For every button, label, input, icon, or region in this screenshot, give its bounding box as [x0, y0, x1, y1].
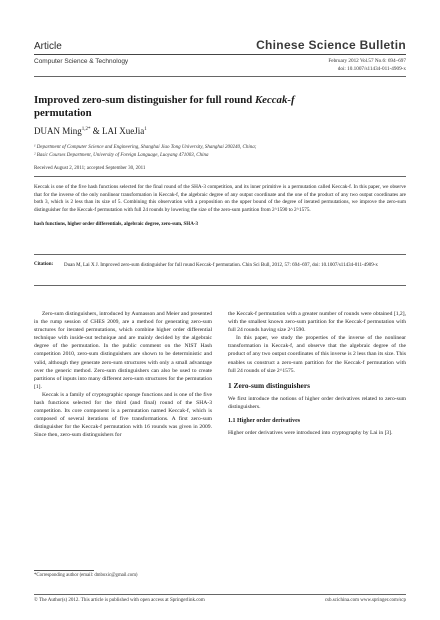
paper-title: Improved zero-sum distinguisher for full round Keccak-f permutation — [34, 94, 295, 119]
authors: DUAN Ming$^{1,2*}$ & LAI XueJia$^1$ — [34, 126, 147, 136]
body-paragraph: We first introduce the notions of higher order derivatives related to zero-sum distinguishers. — [228, 395, 406, 410]
footnote-rule — [34, 570, 94, 571]
body-paragraph: the Keccak-f permutation with a greater number of rounds were obtained [1,2], with the smallest known zero-sum partition for the Keccak-f permutation with full 24 rounds having size 2^1590. — [228, 311, 406, 334]
meta-rule — [34, 76, 406, 77]
issue-line: February 2012 Vol.57 No.6: 694–697 — [328, 58, 406, 64]
body-column-right — [228, 310, 406, 437]
body-column-left — [34, 310, 212, 440]
affiliation-1: ¹ Department of Computer Science and Engineering, Shanghai Jiao Tong University, Shanghai 200240, China; — [34, 145, 257, 150]
affiliations — [34, 144, 406, 159]
header-rule — [34, 54, 406, 55]
citation-text: Duan M, Lai X J. Improved zero-sum distinguisher for full round Keccak-f permutation. Chin Sci Bull, 2012, 57: 694–697, doi: 10.1007/s11434-011-4909-x — [64, 263, 378, 268]
affiliation-2: ² Basic Courses Department, University of Foreign Language, Luoyang 471003, China — [34, 152, 209, 158]
keywords: hash functions, higher order differentials, algebraic degree, zero-sum, SHA-3 — [34, 222, 198, 227]
category-label: Computer Science & Technology — [34, 58, 129, 65]
footer-copyright: © The Author(s) 2012. This article is published with open access at Springerlink.com — [34, 598, 205, 603]
citation-top-rule — [34, 254, 406, 255]
subsection-heading: 1.1 Higher order derivatives — [228, 418, 301, 425]
citation-bottom-rule — [34, 285, 406, 286]
abstract: Keccak is one of the five hash functions selected for the final round of the SHA-3 competition, and its inner primitive is a permutation called Keccak-f. In this paper, we observe that for the inverse of the only nonlinear transformation in Keccak-f, the algebraic degree of any output coordinate and the one of the product of any two output coordinates are both 3, which is 2 less than its size of 5. Combining this observation with a proposition on the upper bound of the degree of iterated permutations, we improve the zero-sum distinguisher for the Keccak-f permutation with full 24 rounds by lowering the size of the zero-sum partition from 2^1590 to 2^1575. — [34, 184, 406, 213]
footer-rule — [34, 594, 406, 595]
issue-meta — [328, 58, 406, 73]
footnote: *Corresponding author (email: dmboxic@gmail.com) — [34, 573, 138, 578]
body-paragraph: Keccak is a family of cryptographic sponge functions and is one of the five hash functions selected for the third (and final) round of the SHA-3 competition. Its core component is a permutation named Keccak-f, which is composed of several iterations of five transformations. A first zero-sum distinguisher for the Keccak-f permutation with 16 rounds was given in 2009. Since then, zero-sum distinguishers for — [34, 391, 212, 439]
body-paragraph: Higher order derivatives were introduced into cryptography by Lai in [3]. — [228, 430, 393, 437]
received-date: Received August 2, 2011; accepted September 30, 2011 — [34, 166, 146, 171]
abstract-top-rule — [34, 176, 406, 177]
body-paragraph: In this paper, we study the properties of the inverse of the nonlinear transformation in Keccak-f, and observe that the algebraic degree of the product of any two output coordinates of this inverse is 2 less than its size. This enables us construct a zero-sum partition for the Keccak-f permutation with full 24 rounds of size 2^1575. — [228, 335, 406, 374]
journal-name: Chinese Science Bulletin — [256, 38, 406, 52]
article-label: Article — [34, 41, 62, 52]
section-heading: 1 Zero-sum distinguishers — [228, 380, 310, 390]
doi-line: doi: 10.1007/s11434-011-4909-x — [337, 65, 406, 72]
citation-label: Citation: — [34, 262, 54, 267]
body-paragraph: Zero-sum distinguishers, introduced by Aumasson and Meier and presented in the rump session of CHES 2009, are a method for generating zero-sum structures for iterated permutations, which combine higher order differential technique with inside-out technique and are mainly decided by the algebraic degree of the permutation. In the public comment on the NIST Hash competition 2010, zero-sum distinguishers are shown to be deterministic and valid, although they generate zero-sum structures with only a small advantage over the generic method. Zero-sum distinguishers can also be used to create partitions of inputs into many different zero-sum structures for the permutation [1]. — [34, 311, 212, 390]
footer-links: csb.scichina.com www.springer.com/scp — [324, 598, 406, 603]
